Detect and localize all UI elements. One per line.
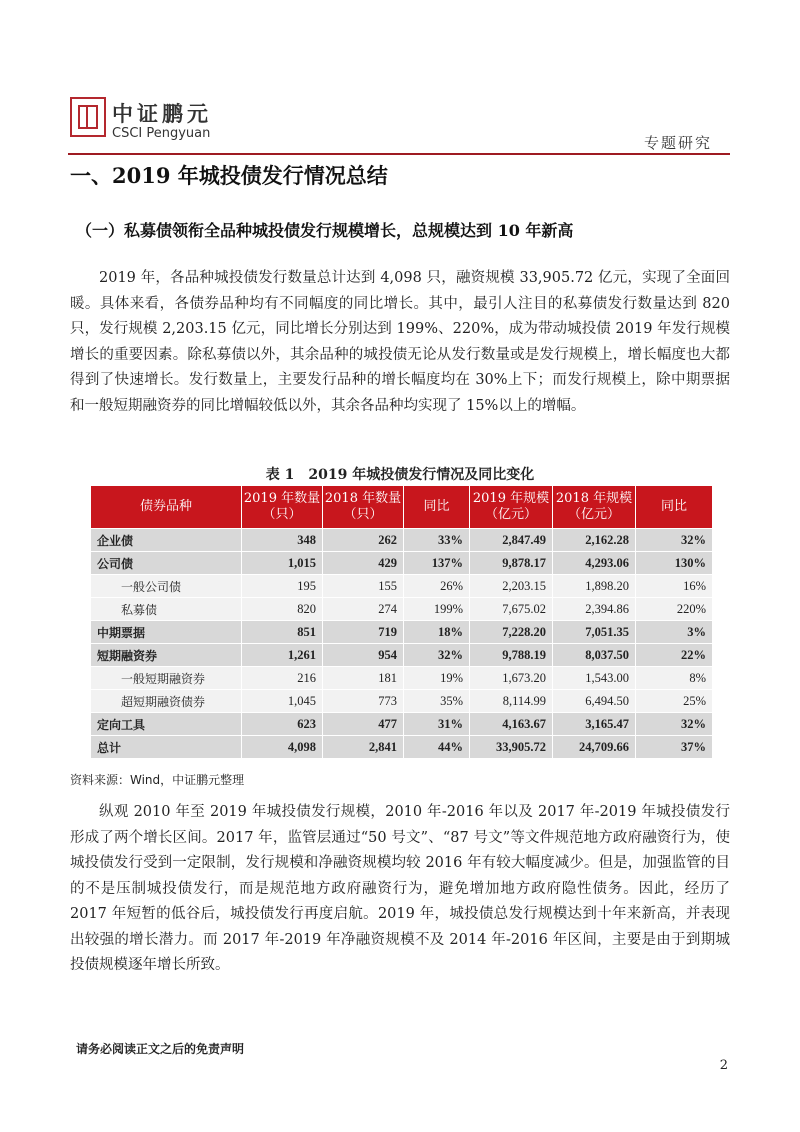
table-header-row bbox=[91, 486, 712, 528]
count-2018: 2,841 bbox=[323, 736, 403, 758]
table-row bbox=[91, 713, 712, 735]
bond-type: 总计 bbox=[91, 736, 241, 758]
scale-2018: 1,543.00 bbox=[553, 667, 635, 689]
table-total-row bbox=[91, 736, 712, 758]
count-2018: 181 bbox=[323, 667, 403, 689]
scale-yoy: 32% bbox=[636, 529, 712, 551]
section-title: 一、2019 年城投债发行情况总结 bbox=[70, 163, 388, 188]
column-header: 2018 年数量（只） bbox=[323, 486, 403, 528]
bond-type: 短期融资券 bbox=[91, 644, 241, 666]
count-2019: 348 bbox=[242, 529, 322, 551]
scale-yoy: 16% bbox=[636, 575, 712, 597]
bond-type: 公司债 bbox=[91, 552, 241, 574]
count-2019: 1,045 bbox=[242, 690, 322, 712]
table-caption: 表 1 2019 年城投债发行情况及同比变化 bbox=[265, 467, 535, 483]
scale-yoy: 22% bbox=[636, 644, 712, 666]
disclaimer-notice: 请务必阅读正文之后的免责声明 bbox=[76, 1042, 245, 1056]
scale-2019: 9,878.17 bbox=[470, 552, 552, 574]
count-yoy: 35% bbox=[404, 690, 469, 712]
bond-type: 一般短期融资券 bbox=[91, 667, 241, 689]
column-header: 2018 年规模（亿元） bbox=[553, 486, 635, 528]
brand-name-en: CSCI Pengyuan bbox=[112, 126, 211, 141]
scale-2018: 8,037.50 bbox=[553, 644, 635, 666]
count-yoy: 33% bbox=[404, 529, 469, 551]
count-yoy: 199% bbox=[404, 598, 469, 620]
count-2019: 623 bbox=[242, 713, 322, 735]
count-2019: 1,261 bbox=[242, 644, 322, 666]
count-2018: 429 bbox=[323, 552, 403, 574]
scale-2018: 2,162.28 bbox=[553, 529, 635, 551]
table-row bbox=[91, 552, 712, 574]
scale-2019: 1,673.20 bbox=[470, 667, 552, 689]
bond-type: 一般公司债 bbox=[91, 575, 241, 597]
count-2019: 216 bbox=[242, 667, 322, 689]
scale-2018: 3,165.47 bbox=[553, 713, 635, 735]
count-yoy: 32% bbox=[404, 644, 469, 666]
scale-yoy: 32% bbox=[636, 713, 712, 735]
count-2018: 262 bbox=[323, 529, 403, 551]
scale-2019: 7,675.02 bbox=[470, 598, 552, 620]
count-yoy: 18% bbox=[404, 621, 469, 643]
scale-2018: 2,394.86 bbox=[553, 598, 635, 620]
issuance-table bbox=[90, 485, 713, 759]
scale-2019: 4,163.67 bbox=[470, 713, 552, 735]
table-row bbox=[91, 598, 712, 620]
column-header: 2019 年规模（亿元） bbox=[470, 486, 552, 528]
company-logo-icon bbox=[70, 97, 106, 137]
count-2018: 719 bbox=[323, 621, 403, 643]
scale-2019: 9,788.19 bbox=[470, 644, 552, 666]
bond-type: 中期票据 bbox=[91, 621, 241, 643]
count-2019: 851 bbox=[242, 621, 322, 643]
scale-yoy: 8% bbox=[636, 667, 712, 689]
scale-2019: 7,228.20 bbox=[470, 621, 552, 643]
scale-2018: 24,709.66 bbox=[553, 736, 635, 758]
scale-2018: 4,293.06 bbox=[553, 552, 635, 574]
subsection-title: （一）私募债领衔全品种城投债发行规模增长，总规模达到 10 年新高 bbox=[76, 221, 574, 240]
scale-2019: 33,905.72 bbox=[470, 736, 552, 758]
column-header: 2019 年数量（只） bbox=[242, 486, 322, 528]
count-yoy: 19% bbox=[404, 667, 469, 689]
count-2018: 954 bbox=[323, 644, 403, 666]
bond-type: 私募债 bbox=[91, 598, 241, 620]
bond-type: 超短期融资债券 bbox=[91, 690, 241, 712]
count-2018: 477 bbox=[323, 713, 403, 735]
table-row bbox=[91, 644, 712, 666]
count-yoy: 137% bbox=[404, 552, 469, 574]
count-2018: 773 bbox=[323, 690, 403, 712]
table-row bbox=[91, 575, 712, 597]
scale-2019: 8,114.99 bbox=[470, 690, 552, 712]
count-2019: 1,015 bbox=[242, 552, 322, 574]
scale-yoy: 37% bbox=[636, 736, 712, 758]
bond-type: 企业债 bbox=[91, 529, 241, 551]
header-label: 专题研究 bbox=[643, 134, 712, 152]
brand-name-cn: 中证鹏元 bbox=[112, 102, 212, 126]
count-2018: 274 bbox=[323, 598, 403, 620]
column-header: 债券品种 bbox=[91, 486, 241, 528]
count-2018: 155 bbox=[323, 575, 403, 597]
header-divider bbox=[68, 153, 730, 155]
table-row bbox=[91, 690, 712, 712]
column-header: 同比 bbox=[636, 486, 712, 528]
scale-2018: 7,051.35 bbox=[553, 621, 635, 643]
paragraph-1: 2019 年，各品种城投债发行数量总计达到 4,098 只，融资规模 33,905.72 亿元，实现了全面回暖。具体来看，各债券品种均有不同幅度的同比增长。其中，最引人注目的私募债发行数量达到 820 只，发行规模 2,203.15 亿元，同比增长分别达到 199%、220%，成为带动城投债 2019 年发行规模增长的重要因素。除私募债以外，其余品种的城投债无论从发行数量或是发行规模上，增长幅度也大都得到了快速增长。发行数量上，主要发行品种的增长幅度均在 30%上下；而发行规模上，除中期票据和一般短期融资券的同比增幅较低以外，其余各品种均实现了 15%以上的增幅。 bbox=[70, 270, 730, 414]
scale-yoy: 220% bbox=[636, 598, 712, 620]
paragraph-2: 纵观 2010 年至 2019 年城投债发行规模，2010 年-2016 年以及 2017 年-2019 年城投债发行形成了两个增长区间。2017 年，监管层通过“50 号文”、“87 号文”等文件规范地方政府融资行为，使城投债发行受到一定限制，发行规模和净融资规模均较 2016 年有较大幅度减少。但是，加强监管的目的不是压制城投债发行，而是规范地方政府融资行为，避免增加地方政府隐性债务。因此，经历了 2017 年短暂的低谷后，城投债发行再度启航。2019 年，城投债总发行规模达到十年来新高，并表现出较强的增长潜力。而 2017 年-2019 年净融资规模不及 2014 年-2016 年区间，主要是由于到期城投债规模逐年增长所致。 bbox=[70, 804, 730, 973]
count-2019: 195 bbox=[242, 575, 322, 597]
scale-yoy: 130% bbox=[636, 552, 712, 574]
count-yoy: 44% bbox=[404, 736, 469, 758]
page-number: 2 bbox=[719, 1058, 728, 1073]
count-2019: 4,098 bbox=[242, 736, 322, 758]
scale-yoy: 25% bbox=[636, 690, 712, 712]
bond-type: 定向工具 bbox=[91, 713, 241, 735]
column-header: 同比 bbox=[404, 486, 469, 528]
table-source: 资料来源：Wind，中证鹏元整理 bbox=[70, 773, 245, 787]
table-row bbox=[91, 529, 712, 551]
scale-2018: 1,898.20 bbox=[553, 575, 635, 597]
count-yoy: 31% bbox=[404, 713, 469, 735]
scale-yoy: 3% bbox=[636, 621, 712, 643]
table-row bbox=[91, 667, 712, 689]
scale-2019: 2,203.15 bbox=[470, 575, 552, 597]
count-yoy: 26% bbox=[404, 575, 469, 597]
count-2019: 820 bbox=[242, 598, 322, 620]
table-row bbox=[91, 621, 712, 643]
scale-2019: 2,847.49 bbox=[470, 529, 552, 551]
scale-2018: 6,494.50 bbox=[553, 690, 635, 712]
